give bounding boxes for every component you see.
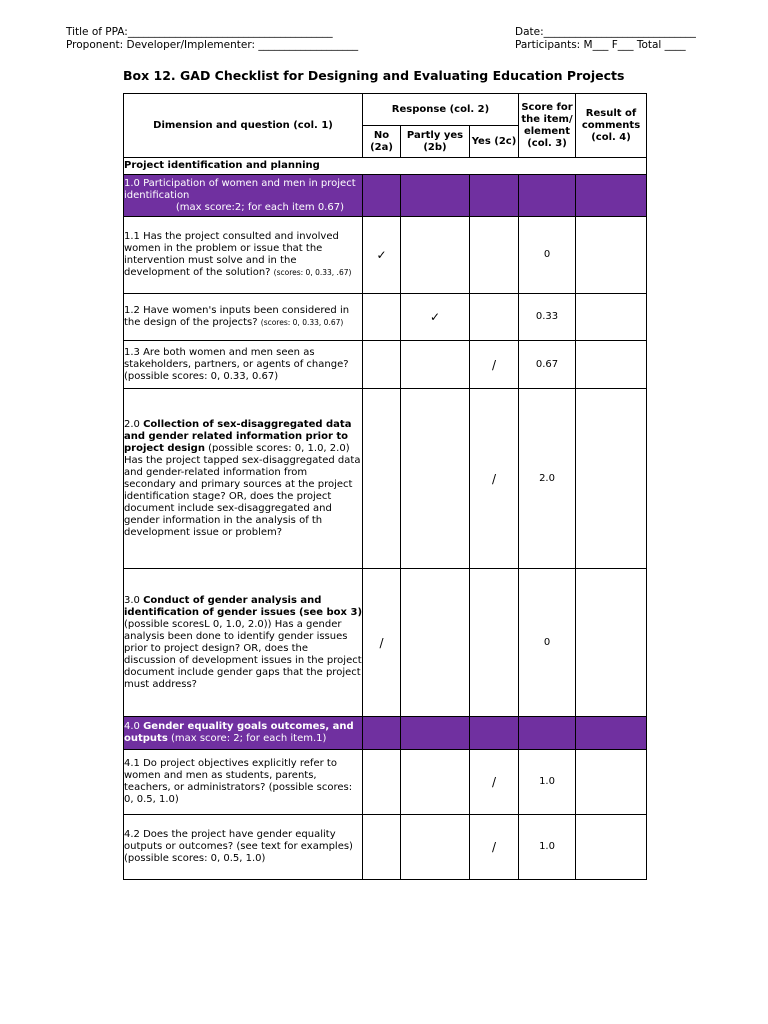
row-4-2-partly — [401, 815, 470, 880]
row-1-3-yes: / — [470, 341, 519, 389]
table-row — [124, 815, 647, 880]
row-3-0-question: (possible scoresL 0, 1.0, 2.0)) Has a gender analysis been done to identify gender issues prior to project design? OR, does the discussion of development issues in the project document include gender gaps that the project must address? — [124, 618, 362, 690]
row-4-1-partly — [401, 750, 470, 815]
row-4-2-score: 1.0 — [519, 815, 576, 880]
row-4-2-result — [576, 815, 647, 880]
row-1-3-result — [576, 341, 647, 389]
row-3-0-number: 3.0 — [124, 594, 140, 606]
title-of-ppa-line: Title of PPA:_______________________________________ — [66, 26, 333, 38]
row-2-0-partly — [401, 389, 470, 569]
table-row — [124, 389, 647, 569]
table-row — [124, 341, 647, 389]
row-4-1-score: 1.0 — [519, 750, 576, 815]
header-score: Score for the item/ element (col. 3) — [519, 94, 576, 158]
row-4-1-no — [363, 750, 401, 815]
row-1-1-partly — [401, 217, 470, 294]
date-line: Date:_____________________________ — [515, 26, 696, 38]
row-3-0-no: / — [363, 569, 401, 717]
row-2-0-text — [124, 389, 363, 569]
gad-checklist-table — [123, 93, 647, 880]
header-dimension: Dimension and question (col. 1) — [124, 94, 363, 158]
row-1-1-text — [124, 217, 363, 294]
row-1-3-score: 0.67 — [519, 341, 576, 389]
row-1-1-no: ✓ — [363, 217, 401, 294]
box-title: Box 12. GAD Checklist for Designing and Evaluating Education Projects — [123, 68, 625, 83]
table-row — [124, 750, 647, 815]
row-4-2-no — [363, 815, 401, 880]
row-1-0-title: 1.0 Participation of women and men in project identification — [124, 177, 356, 201]
row-4-1-yes: / — [470, 750, 519, 815]
row-1-2-text — [124, 294, 363, 341]
header-response: Response (col. 2) — [363, 94, 519, 126]
row-1-3-no — [363, 341, 401, 389]
row-3-0-result — [576, 569, 647, 717]
purple-row-4-0 — [124, 717, 647, 750]
row-4-1-result — [576, 750, 647, 815]
header-result: Result of comments (col. 4) — [576, 94, 647, 158]
row-1-1-score: 0 — [519, 217, 576, 294]
row-4-0-number: 4.0 — [124, 721, 140, 732]
row-2-0-question: (possible scores: 0, 1.0, 2.0) Has the project tapped sex-disaggregated data and gender-related information from secondary and primary sources at the project identification stage? OR, does the project document include sex-disaggregated and gender information in the analysis of th development issue or problem? — [124, 442, 361, 538]
header-partly: Partly yes (2b) — [401, 126, 470, 158]
row-1-2-yes — [470, 294, 519, 341]
row-1-1-yes — [470, 217, 519, 294]
row-1-2-no — [363, 294, 401, 341]
row-1-1-scores-note: (scores: 0, 0.33, .67) — [273, 268, 352, 277]
row-3-0-yes — [470, 569, 519, 717]
row-4-0-heading: Gender equality goals outcomes, and outputs — [124, 721, 354, 744]
row-1-3-partly — [401, 341, 470, 389]
row-4-0-note: (max score: 2; for each item.1) — [170, 733, 327, 744]
table-header-row — [124, 94, 647, 126]
row-2-0-heading: Collection of sex-disaggregated data and gender related information prior to project design — [124, 418, 352, 454]
section-row — [124, 158, 647, 175]
row-4-1-text: 4.1 Do project objectives explicitly refer to women and men as students, parents, teachers, or administrators? (possible scores: 0, 0.5, 1.0) — [124, 750, 363, 815]
table-row — [124, 217, 647, 294]
row-4-2-yes: / — [470, 815, 519, 880]
row-1-2-scores-note: (scores: 0, 0.33, 0.67) — [260, 318, 344, 327]
row-1-2-result — [576, 294, 647, 341]
row-3-0-text — [124, 569, 363, 717]
row-2-0-yes: / — [470, 389, 519, 569]
row-3-0-heading: Conduct of gender analysis and identification of gender issues — [124, 594, 322, 618]
table-row — [124, 294, 647, 341]
purple-row-1-0 — [124, 175, 647, 217]
row-2-0-score: 2.0 — [519, 389, 576, 569]
table-row — [124, 569, 647, 717]
row-1-1-result — [576, 217, 647, 294]
header-yes: Yes (2c) — [470, 126, 519, 158]
row-4-2-text: 4.2 Does the project have gender equality outputs or outcomes? (see text for examples) (possible scores: 0, 0.5, 1.0) — [124, 815, 363, 880]
row-3-0-partly — [401, 569, 470, 717]
row-2-0-number: 2.0 — [124, 418, 140, 430]
row-1-2-partly: ✓ — [401, 294, 470, 341]
row-2-0-result — [576, 389, 647, 569]
row-4-0-text — [124, 717, 363, 750]
row-1-0-text — [124, 175, 363, 217]
row-1-2-question: 1.2 Have women's inputs been considered in the design of the projects? — [124, 305, 350, 328]
participants-line: Participants: M___ F___ Total ____ — [515, 39, 686, 51]
row-3-0-score: 0 — [519, 569, 576, 717]
row-2-0-no — [363, 389, 401, 569]
section-label: Project identification and planning — [124, 158, 647, 175]
header-no: No (2a) — [363, 126, 401, 158]
row-3-0-box-ref: (see box 3) — [298, 606, 363, 618]
row-1-3-text: 1.3 Are both women and men seen as stakeholders, partners, or agents of change? (possible scores: 0, 0.33, 0.67) — [124, 341, 363, 389]
row-1-1-question: 1.1 Has the project consulted and involved women in the problem or issue that the intervention must solve and in the development of the solution? — [124, 231, 339, 278]
row-1-0-note: (max score:2; for each item 0.67) — [175, 201, 344, 213]
proponent-line: Proponent: Developer/Implementer: ___________________ — [66, 39, 359, 51]
row-1-2-score: 0.33 — [519, 294, 576, 341]
